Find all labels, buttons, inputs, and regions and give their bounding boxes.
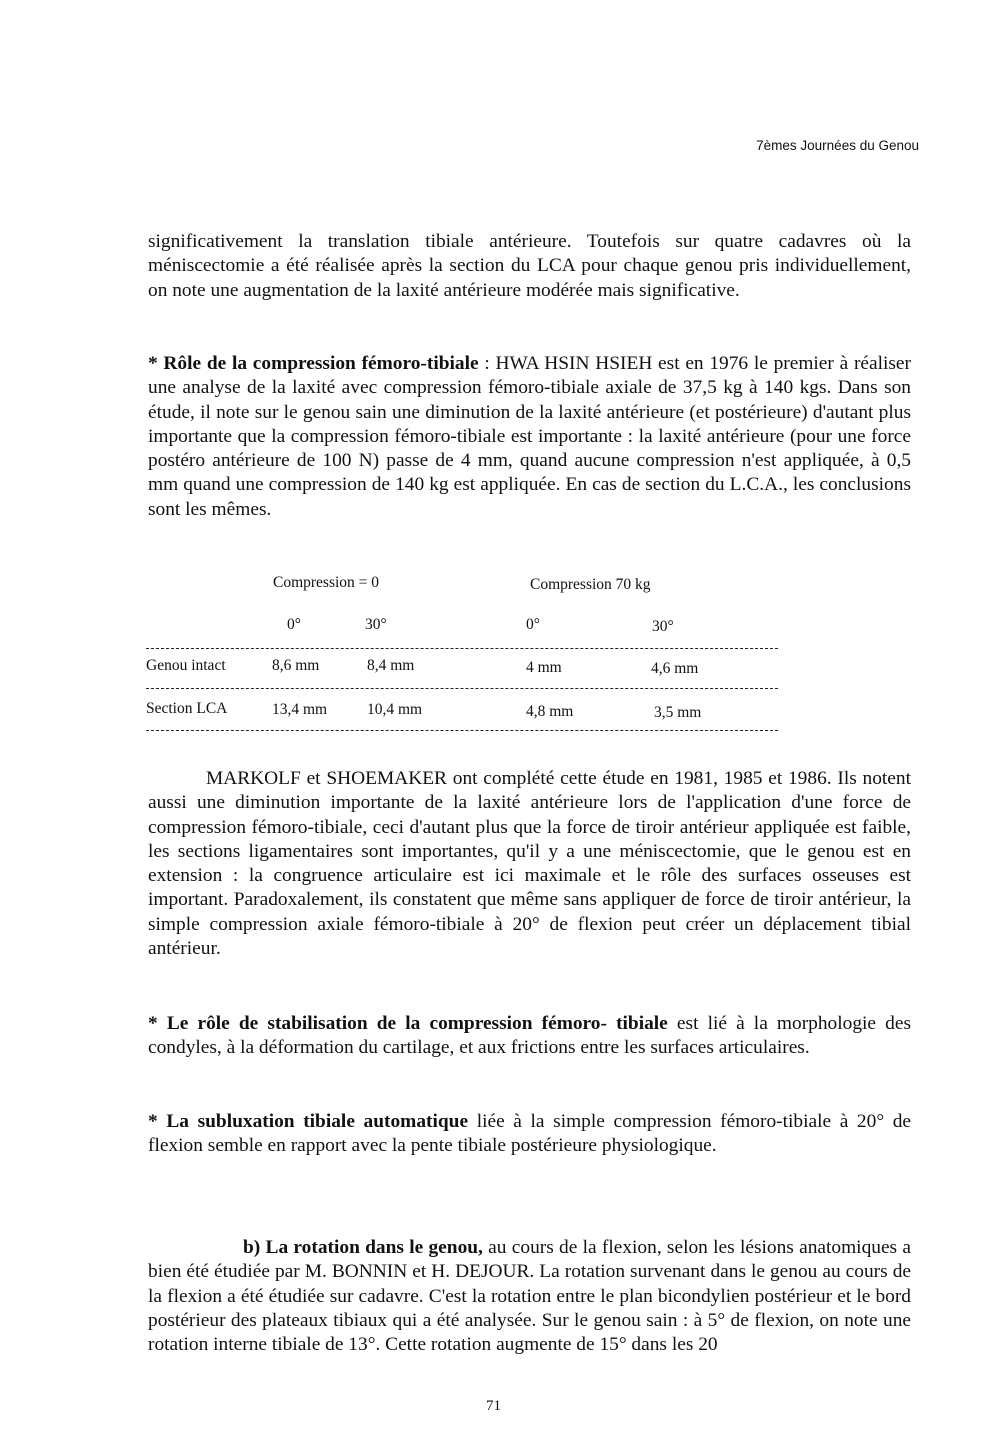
table-cell: 10,4 mm	[367, 701, 423, 718]
table-row-label: Genou intact	[146, 657, 226, 674]
table-angle-header: 30°	[365, 616, 387, 633]
paragraph-body: est lié à la morphologie des condyles, à la déformation du cartilage, et aux frictions entre les surfaces articulaires.	[148, 1013, 911, 1059]
table-cell: 4,8 mm	[526, 703, 574, 720]
section-heading: b) La rotation dans le genou,	[243, 1237, 483, 1258]
paragraph-body: liée à la simple compression fémoro-tibiale à 20° de flexion semble en rapport avec la pente tibiale postérieure physiologique.	[148, 1111, 912, 1157]
table-divider	[146, 688, 778, 689]
laxity-table	[146, 572, 778, 728]
table-cell: 13,4 mm	[272, 701, 328, 718]
paragraph-body: au cours de la flexion, selon les lésions anatomiques a bien été étudiée par M. BONNIN et H. DEJOUR. La rotation survenant dans le genou au cours de la flexion a été étudiée sur cadavre. C'est la rotation entre le plan bicondylien postérieur et le bord postérieur des plateaux tibiaux qui a été analysée. Sur le genou sain : à 5° de flexion, on note une rotation interne tibiale de 13°. Cette rotation augmente de 15° dans les 20	[148, 1237, 911, 1356]
section-heading: * Le rôle de stabilisation de la compression fémoro- tibiale	[148, 1013, 668, 1034]
table-row	[146, 686, 778, 728]
paragraph-1: significativement la translation tibiale antérieure. Toutefois sur quatre cadavres où la méniscectomie a été réalisée après la section du LCA pour chaque genou pris individuellement, on note une augmentation de la laxité antérieure modérée mais significative.	[148, 231, 911, 301]
table-group-header-row	[146, 572, 778, 610]
paragraph-body: : HWA HSIN HSIEH est en 1976 le premier à réaliser une analyse de la laxité avec compression fémoro-tibiale axiale de 37,5 kg à 140 kgs. Dans son étude, il note sur le genou sain une diminution de la laxité antérieure (et postérieure) d'autant plus importante que la compression fémoro-tibiale est importante : la laxité antérieure (pour une force postéro antérieure de 100 N) passe de 4 mm, quand aucune compression n'est appliquée, à 0,5 mm quand une compression de 140 kg est appliquée. En cas de section du L.C.A., les conclusions sont les mêmes.	[148, 353, 911, 520]
table-cell: 4,6 mm	[651, 660, 699, 677]
table-cell: 3,5 mm	[654, 704, 702, 721]
paragraph-subluxation	[148, 1110, 911, 1159]
page-number: 71	[486, 1398, 501, 1414]
section-heading: * Rôle de la compression fémoro-tibiale	[148, 353, 479, 374]
table-row	[146, 644, 778, 686]
table-angle-header: 0°	[526, 616, 540, 633]
table-row-label: Section LCA	[146, 700, 228, 717]
table-cell: 4 mm	[526, 659, 562, 676]
table-group-header: Compression = 0	[273, 574, 380, 591]
table-cell: 8,4 mm	[367, 657, 415, 674]
table-divider	[146, 730, 778, 731]
paragraph-compression	[148, 352, 911, 522]
table-angle-header: 0°	[287, 616, 301, 633]
table-angle-header-row	[146, 610, 778, 644]
table-cell: 8,6 mm	[272, 657, 320, 674]
paragraph-markolf: MARKOLF et SHOEMAKER ont complété cette étude en 1981, 1985 et 1986. Ils notent aussi une diminution importante de la laxité antérieure lors de l'application d'une force de compression fémoro-tibiale, ceci d'autant plus que la force de tiroir antérieur appliquée est faible, les sections ligamentaires sont importantes, qu'il y a une méniscectomie, que le genou est en extension : la congruence articulaire est ici maximale et le rôle des surfaces osseuses est important. Paradoxalement, ils constatent que même sans appliquer de force de tiroir antérieur, la simple compression axiale fémoro-tibiale à 20° de flexion peut créer un déplacement tibial antérieur.	[148, 768, 911, 960]
paragraph-rotation	[148, 1236, 911, 1357]
running-header: 7èmes Journées du Genou	[756, 138, 919, 153]
paragraph-stabilisation	[148, 1012, 911, 1061]
table-group-header: Compression 70 kg	[530, 576, 651, 593]
table-angle-header: 30°	[652, 618, 674, 635]
section-heading: * La subluxation tibiale automatique	[148, 1111, 469, 1132]
table-divider	[146, 648, 778, 649]
